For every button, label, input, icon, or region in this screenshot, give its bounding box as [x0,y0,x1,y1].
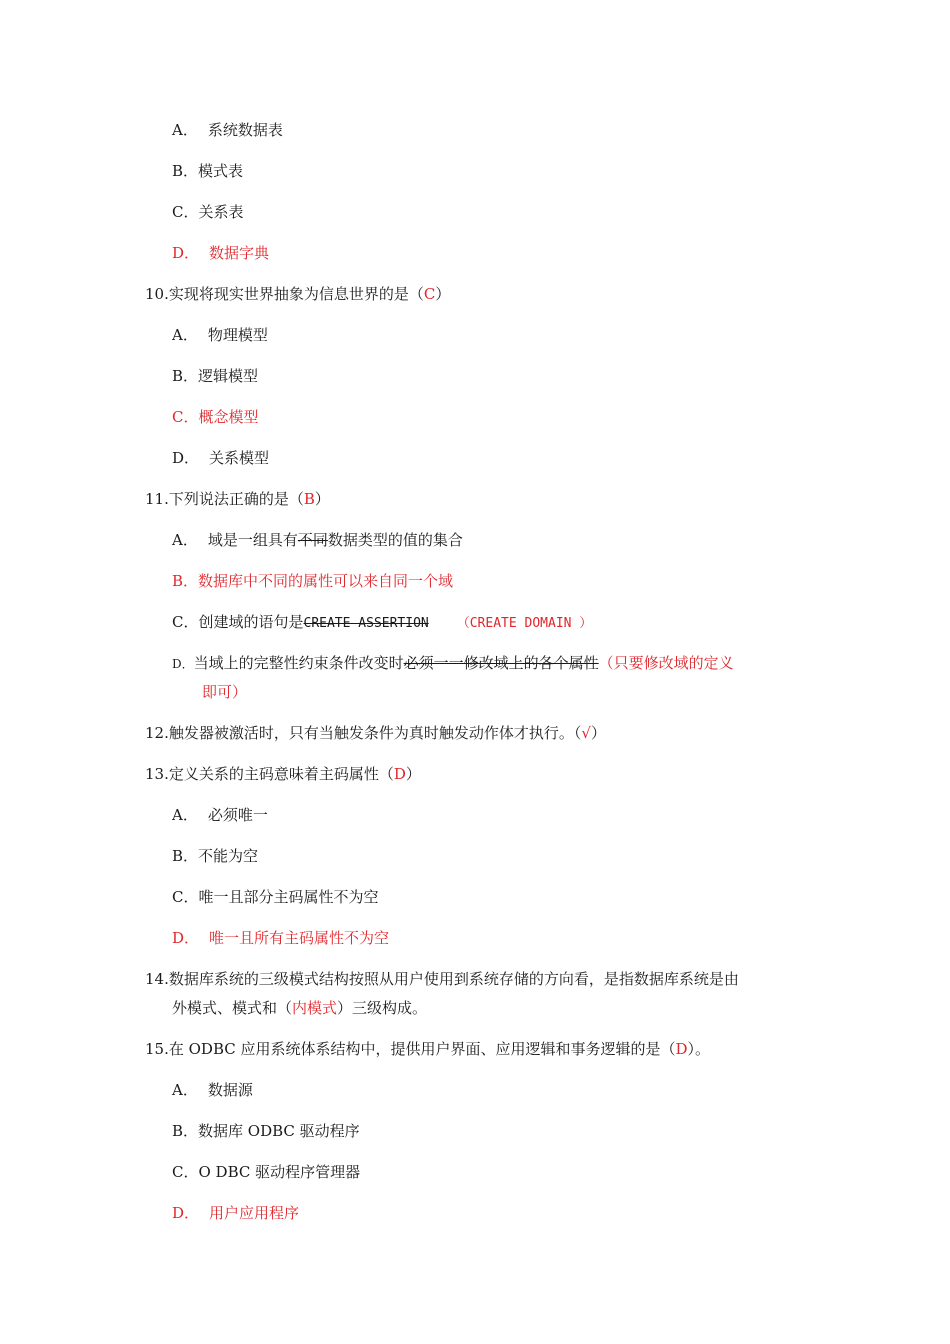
question-10-stem: 10.实现将现实世界抽象为信息世界的是（C） [145,285,451,303]
q9-option-d-correct: D． 数据字典 [172,244,270,262]
question-13-stem: 13.定义关系的主码意味着主码属性（D） [145,765,421,783]
q13-option-c: C．唯一且部分主码属性不为空 [172,888,379,906]
q14-answer: 内模式 [292,999,338,1017]
q10-option-a: A． 物理模型 [172,326,268,344]
question-12-stem: 12.触发器被激活时，只有当触发条件为真时触发动作体才执行。（√） [145,724,606,742]
q10-option-b: B．逻辑模型 [172,367,259,385]
q13-option-d-correct: D． 唯一且所有主码属性不为空 [172,929,390,947]
correction-text: （CREATE DOMAIN ） [456,616,593,631]
struck-text: 必须一一修改域上的各个属性 [403,654,599,672]
q13-option-b: B．不能为空 [172,847,259,865]
question-15-stem: 15.在 ODBC 应用系统体系结构中，提供用户界面、应用逻辑和事务逻辑的是（D）。 [145,1040,711,1058]
q9-option-c: C．关系表 [172,203,244,221]
correction-text: （只要修改域的定义 [598,654,734,672]
question-14-stem: 14.数据库系统的三级模式结构按照从用户使用到系统存储的方向看，是指数据库系统是由 [145,970,739,988]
q10-option-d: D． 关系模型 [172,449,270,467]
struck-text: 不同 [297,531,328,549]
q11-answer: B [303,490,315,508]
question-14-stem-line2: 外模式、模式和（内模式）三级构成。 [172,999,428,1017]
q13-answer: D [393,765,406,783]
question-11-stem: 11.下列说法正确的是（B） [145,490,330,508]
q15-option-d-correct: D． 用户应用程序 [172,1204,300,1222]
q12-answer: √ [581,724,591,742]
q11-option-a: A． 域是一组具有不同数据类型的值的集合 [172,531,463,549]
q11-option-b-correct: B．数据库中不同的属性可以来自同一个域 [172,572,454,590]
q13-option-a: A． 必须唯一 [172,806,268,824]
q15-option-c: C．O DBC 驱动程序管理器 [172,1163,361,1181]
q11-option-c: C．创建域的语句是CREATE ASSERTION （CREATE DOMAIN ） [172,613,593,631]
q9-option-a: A． 系统数据表 [172,121,283,139]
q15-option-b: B．数据库 ODBC 驱动程序 [172,1122,360,1140]
q15-answer: D [675,1040,688,1058]
q10-answer: C [423,285,436,303]
q15-option-a: A． 数据源 [172,1081,253,1099]
struck-text: CREATE ASSERTION [303,616,429,631]
q9-option-b: B．模式表 [172,162,244,180]
q11-option-d-continuation: 即可） [202,683,248,701]
q11-option-d: D．当域上的完整性约束条件改变时必须一一修改域上的各个属性（只要修改域的定义 [172,654,734,672]
q10-option-c-correct: C．概念模型 [172,408,259,426]
